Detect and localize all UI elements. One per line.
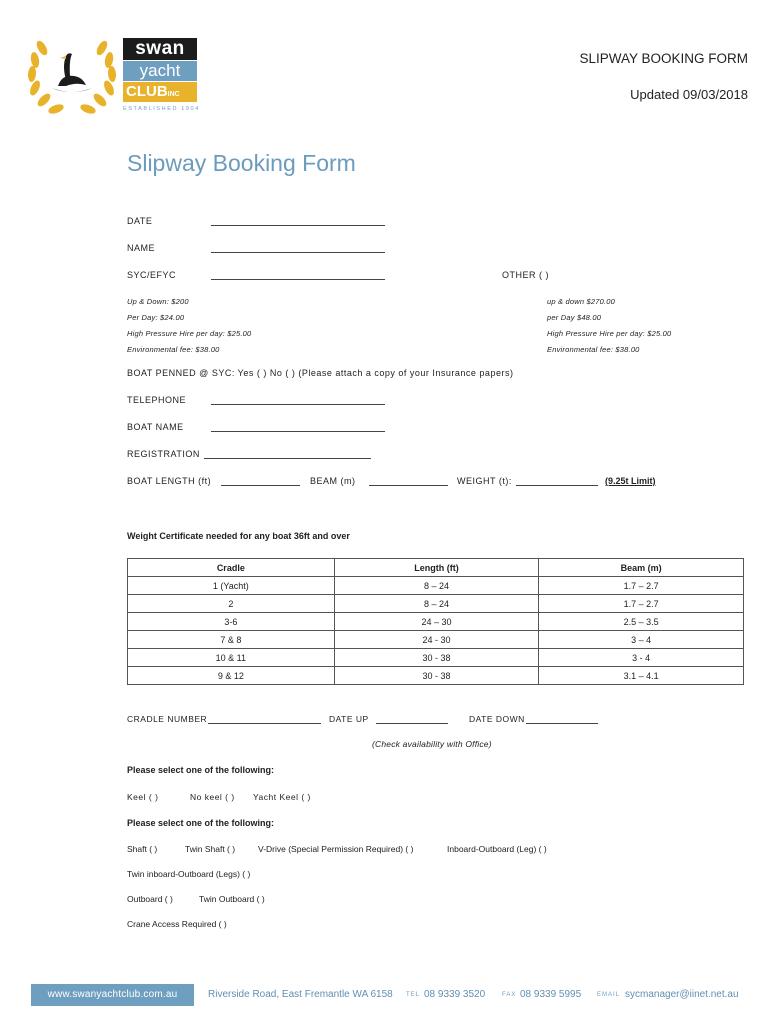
table-row [128, 649, 744, 667]
table-cell: 8 – 24 [334, 595, 539, 613]
inboard-outboard-option[interactable]: Inboard-Outboard (Leg) ( ) [447, 844, 547, 854]
fee-left-4: Environmental fee: $38.00 [127, 345, 220, 354]
check-availability-note: (Check availability with Office) [372, 739, 492, 749]
footer-fax-label: FAX [502, 992, 517, 998]
table-header-beam: Beam (m) [539, 559, 744, 577]
table-header-length: Length (ft) [334, 559, 539, 577]
header-title: SLIPWAY BOOKING FORM [579, 51, 748, 66]
weight-label: WEIGHT (t): [457, 476, 512, 486]
date-down-label: DATE DOWN [469, 714, 525, 724]
logo-established: ESTABLISHED 1904 [123, 106, 200, 112]
table-cell: 3-6 [128, 613, 335, 631]
registration-label: REGISTRATION [127, 449, 200, 459]
cradle-table [127, 558, 744, 685]
logo-club-text: CLUBINC [123, 82, 197, 102]
cradle-number-field[interactable] [208, 723, 321, 724]
table-cell: 10 & 11 [128, 649, 335, 667]
table-cell: 3 - 4 [539, 649, 744, 667]
boat-name-label: BOAT NAME [127, 422, 184, 432]
form-title: Slipway Booking Form [127, 150, 356, 176]
date-up-field[interactable] [376, 723, 448, 724]
other-checkbox[interactable]: OTHER ( ) [502, 270, 549, 280]
footer-website-link[interactable]: www.swanyachtclub.com.au [31, 984, 194, 1006]
registration-field[interactable] [204, 458, 371, 459]
syc-efyc-label: SYC/EFYC [127, 270, 177, 280]
logo-swan-text: swan [123, 38, 197, 60]
table-cell: 8 – 24 [334, 577, 539, 595]
fee-left-3: High Pressure Hire per day: $25.00 [127, 329, 252, 338]
table-cell: 30 - 38 [334, 649, 539, 667]
date-field[interactable] [211, 225, 385, 226]
fee-right-1: up & down $270.00 [547, 297, 616, 306]
boat-penned-question[interactable]: BOAT PENNED @ SYC: Yes ( ) No ( ) (Please attach a copy of your Insurance papers) [127, 368, 514, 378]
table-cell: 3.1 – 4.1 [539, 667, 744, 685]
table-cell: 2 [128, 595, 335, 613]
fee-right-3: High Pressure Hire per day: $25.00 [547, 329, 672, 338]
name-field[interactable] [211, 252, 385, 253]
beam-label: BEAM (m) [310, 476, 356, 486]
table-cell: 3 – 4 [539, 631, 744, 649]
table-row [128, 613, 744, 631]
fee-right-4: Environmental fee: $38.00 [547, 345, 640, 354]
fee-left-1: Up & Down: $200 [127, 297, 189, 306]
date-label: DATE [127, 216, 153, 226]
table-cell: 24 - 30 [334, 631, 539, 649]
select-keel-heading: Please select one of the following: [127, 765, 275, 775]
no-keel-option[interactable]: No keel ( ) [190, 792, 235, 802]
table-header-cradle: Cradle [128, 559, 335, 577]
boat-name-field[interactable] [211, 431, 385, 432]
footer-tel: 08 9339 3520 [424, 989, 486, 1000]
footer-email-label: EMAIL [597, 992, 621, 998]
crane-access-option[interactable]: Crane Access Required ( ) [127, 919, 227, 929]
table-cell: 9 & 12 [128, 667, 335, 685]
select-drive-heading: Please select one of the following: [127, 818, 275, 828]
cradle-number-label: CRADLE NUMBER [127, 714, 208, 724]
footer-email[interactable]: sycmanager@iinet.net.au [625, 989, 739, 1000]
twin-outboard-option[interactable]: Twin Outboard ( ) [199, 894, 265, 904]
v-drive-option[interactable]: V-Drive (Special Permission Required) ( ) [258, 844, 414, 854]
keel-option[interactable]: Keel ( ) [127, 792, 159, 802]
telephone-field[interactable] [211, 404, 385, 405]
shaft-option[interactable]: Shaft ( ) [127, 844, 158, 854]
footer-tel-label: TEL [406, 992, 421, 998]
table-cell: 7 & 8 [128, 631, 335, 649]
twin-shaft-option[interactable]: Twin Shaft ( ) [185, 844, 236, 854]
fee-left-2: Per Day: $24.00 [127, 313, 185, 322]
table-cell: 24 – 30 [334, 613, 539, 631]
twin-inboard-outboard-option[interactable]: Twin inboard-Outboard (Legs) ( ) [127, 869, 251, 879]
weight-field[interactable] [516, 485, 598, 486]
weight-limit-note: (9.25t Limit) [605, 476, 656, 486]
beam-field[interactable] [369, 485, 448, 486]
table-cell: 1.7 – 2.7 [539, 577, 744, 595]
table-row [128, 577, 744, 595]
header-updated-date: Updated 09/03/2018 [630, 87, 748, 102]
date-down-field[interactable] [526, 723, 598, 724]
telephone-label: TELEPHONE [127, 395, 187, 405]
table-row [128, 631, 744, 649]
table-cell: 1.7 – 2.7 [539, 595, 744, 613]
table-cell: 2.5 – 3.5 [539, 613, 744, 631]
fee-right-2: per Day $48.00 [547, 313, 602, 322]
syc-efyc-field[interactable] [211, 279, 385, 280]
table-cell: 30 - 38 [334, 667, 539, 685]
table-row [128, 667, 744, 685]
table-row [128, 595, 744, 613]
table-header-row [128, 559, 744, 577]
boat-length-label: BOAT LENGTH (ft) [127, 476, 212, 486]
date-up-label: DATE UP [329, 714, 369, 724]
yacht-keel-option[interactable]: Yacht Keel ( ) [253, 792, 311, 802]
logo-yacht-text: yacht [123, 61, 197, 81]
footer-fax: 08 9339 5995 [520, 989, 582, 1000]
boat-length-field[interactable] [221, 485, 300, 486]
weight-certificate-note: Weight Certificate needed for any boat 36ft and over [127, 531, 350, 541]
club-logo [123, 38, 197, 102]
name-label: NAME [127, 243, 156, 253]
footer-address: Riverside Road, East Fremantle WA 6158 [208, 989, 393, 1000]
outboard-option[interactable]: Outboard ( ) [127, 894, 173, 904]
table-cell: 1 (Yacht) [128, 577, 335, 595]
laurel-wreath-logo [22, 30, 122, 120]
